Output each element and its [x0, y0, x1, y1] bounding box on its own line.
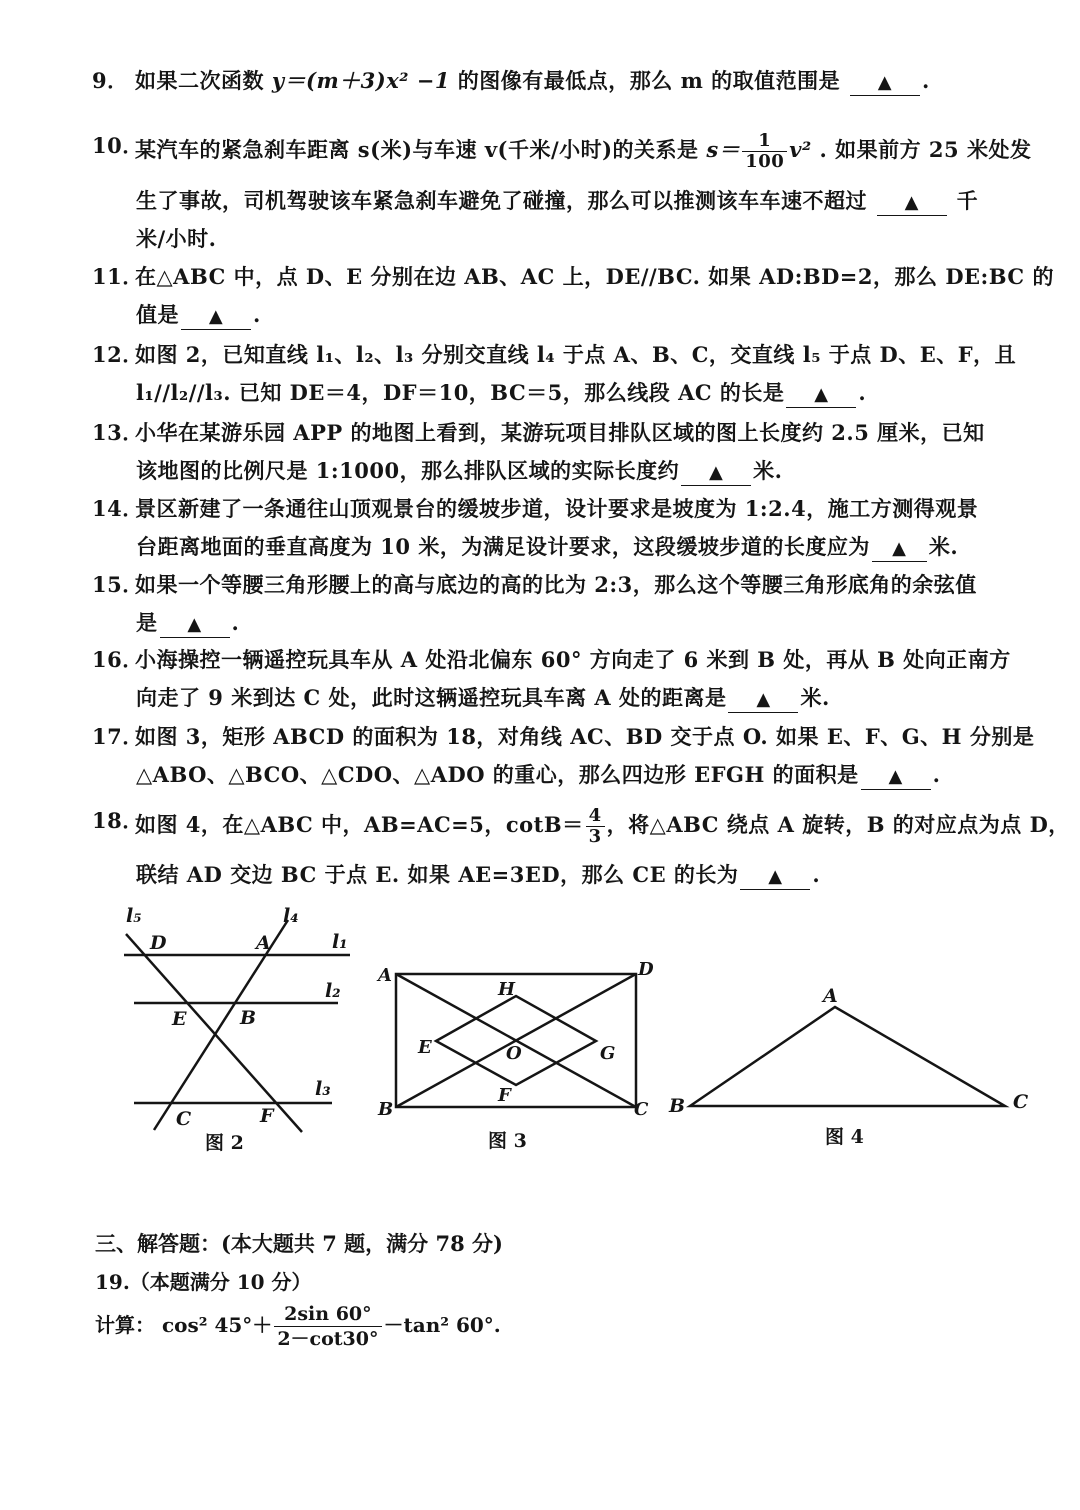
label-E: E	[418, 1037, 432, 1058]
question-text: 如果一个等腰三角形腰上的高与底边的高的比为 2:3，那么这个等腰三角形底角的余弦值	[135, 572, 977, 597]
label-D: D	[638, 959, 654, 980]
question-text: 小华在某游乐园 APP 的地图上看到，某游玩项目排队区域的图上长度约 2.5 厘米，已知	[135, 420, 985, 445]
formula: v²	[789, 137, 812, 162]
answer-blank[interactable]	[740, 863, 810, 890]
question-number: 12．	[92, 342, 144, 367]
label-B: B	[378, 1099, 394, 1120]
figure-3	[372, 955, 662, 1129]
label-l3: l₃	[315, 1078, 331, 1100]
question-19-title: 19.（本题满分 10 分）	[95, 1270, 312, 1294]
question-number: 14．	[92, 496, 144, 521]
question-text: 某汽车的紧急刹车距离 s(米)与车速 v(千米/小时)的关系是	[135, 137, 699, 162]
triangle-ABC	[690, 1007, 1005, 1106]
label-A: A	[823, 985, 838, 1007]
answer-blank[interactable]	[872, 535, 927, 562]
triangle-icon: ▲	[892, 538, 907, 559]
label-B: B	[240, 1007, 257, 1029]
answer-blank[interactable]	[850, 69, 920, 96]
label-C: C	[634, 1099, 649, 1120]
question-number: 9．	[92, 68, 129, 93]
triangle-icon: ▲	[768, 866, 783, 887]
question-text: 小海操控一辆遥控玩具车从 A 处沿北偏东 60° 方向走了 6 米到 B 处，再从 B 处向正南方	[135, 647, 1011, 672]
question-text: 如果二次函数	[135, 68, 264, 93]
label-l2: l₂	[325, 980, 341, 1002]
figure-3-caption: 图 3	[488, 1130, 527, 1152]
label-O: O	[506, 1043, 522, 1064]
figure-4-caption: 图 4	[825, 1126, 864, 1148]
label-C: C	[1013, 1091, 1029, 1113]
figure-2-caption: 图 2	[205, 1132, 244, 1154]
question-text: 在△ABC 中，点 D、E 分别在边 AB、AC 上，DE//BC. 如果 AD:BD=2，那么 DE:BC 的	[135, 264, 1054, 289]
label-l1: l₁	[332, 931, 348, 953]
question-number: 16．	[92, 647, 144, 672]
fraction: $\frac{2\sin 60^\circ}{2-\cot 30^\circ}$	[274, 1302, 381, 1351]
question-text: 如图 2，已知直线 l₁、l₂、l₃ 分别交直线 l₄ 于点 A、B、C，交直线 l₅ 于点 D、E、F，且	[135, 342, 1017, 367]
question-number: 10．	[92, 133, 144, 158]
answer-blank[interactable]	[728, 686, 798, 713]
answer-blank[interactable]	[160, 611, 230, 638]
label-E: E	[172, 1008, 187, 1030]
question-text: 景区新建了一条通往山顶观景台的缓坡步道，设计要求是坡度为 1:2.4，施工方测得观景	[135, 496, 979, 521]
triangle-icon: ▲	[756, 689, 771, 710]
fraction: $\frac{1}{100}$	[742, 131, 787, 172]
fraction: $\frac{4}{3}$	[586, 806, 605, 847]
triangle-icon: ▲	[904, 192, 919, 213]
question-19-body: 计算： cos² 45°＋ $\frac{2\sin 60^\circ}{2-\cot 30^\circ}$ －tan² 60°.	[95, 1303, 501, 1350]
triangle-icon: ▲	[208, 306, 224, 327]
label-l4: l₄	[283, 905, 299, 927]
triangle-icon: ▲	[888, 766, 903, 787]
label-G: G	[600, 1043, 616, 1064]
triangle-icon: ▲	[708, 462, 724, 483]
question-text: 的图像有最低点，那么 m 的取值范围是	[457, 68, 841, 93]
formula: －tan² 60°	[383, 1313, 494, 1337]
question-number: 17．	[92, 724, 144, 749]
answer-blank[interactable]	[681, 459, 751, 486]
question-text: 如图 4，在△ABC 中，AB=AC=5，cotB＝	[135, 812, 584, 837]
label-H: H	[498, 979, 516, 1000]
question-number: 13．	[92, 420, 144, 445]
question-text: 米/小时.	[136, 226, 217, 251]
label-F: F	[498, 1085, 511, 1106]
label-A: A	[256, 932, 271, 954]
question-number: 18．	[92, 808, 144, 833]
figure-4	[665, 980, 1045, 1124]
label-D: D	[150, 932, 167, 954]
triangle-icon: ▲	[187, 614, 202, 635]
answer-blank[interactable]	[181, 303, 251, 330]
question-text: 如图 3，矩形 ABCD 的面积为 18，对角线 AC、BD 交于点 O. 如果 E、F、G、H 分别是	[135, 724, 1035, 749]
triangle-icon: ▲	[814, 384, 829, 405]
question-text: . 如果前方 25 米处发	[819, 137, 1032, 162]
answer-blank[interactable]	[861, 763, 931, 790]
label-B: B	[669, 1095, 686, 1117]
question-number: 15．	[92, 572, 144, 597]
label-l5: l₅	[126, 905, 142, 927]
question-number: 11．	[92, 264, 144, 289]
question-text: ，将△ABC 绕点 A 旋转，B 的对应点为点 D，	[606, 812, 1070, 837]
formula: cos² 45°＋	[161, 1313, 273, 1337]
formula: s＝	[706, 137, 741, 162]
answer-blank[interactable]	[877, 189, 947, 216]
triangle-icon: ▲	[877, 72, 893, 93]
label-F: F	[260, 1105, 274, 1127]
formula: y＝(m＋3)x² −1	[271, 68, 450, 93]
question-text: 生了事故，司机驾驶该车紧急刹车避免了碰撞，那么可以推测该车车速不超过	[136, 188, 867, 213]
label-C: C	[176, 1108, 192, 1130]
section-title: 三、解答题：(本大题共 7 题，满分 78 分)	[95, 1231, 503, 1256]
answer-blank[interactable]	[786, 381, 856, 408]
figure-2	[110, 900, 370, 1144]
label-A: A	[378, 965, 392, 986]
